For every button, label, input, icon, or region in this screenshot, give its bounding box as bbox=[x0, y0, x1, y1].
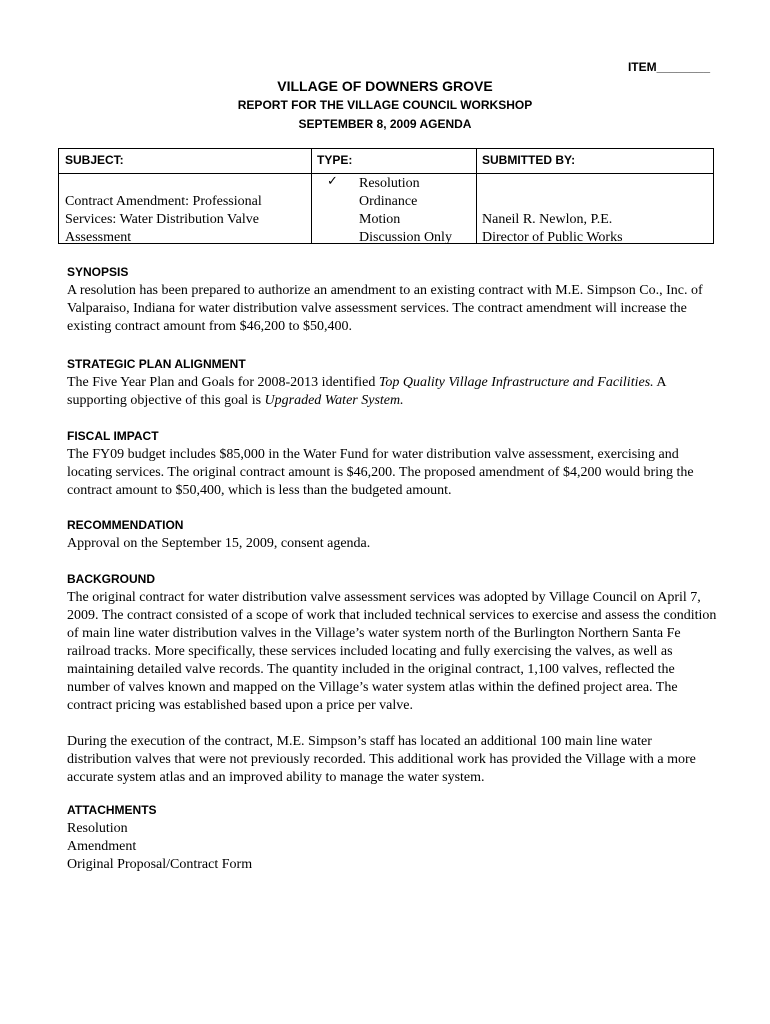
document-title: VILLAGE OF DOWNERS GROVE bbox=[277, 78, 493, 94]
type-column bbox=[311, 149, 477, 243]
attachments-list bbox=[67, 820, 717, 874]
background-para-1: The original contract for water distribution valve assessment services was adopted by Village Council on April 7, 2009. The contract consisted of a scope of work that included technical services to exercise and assess the condition of main line water distribution valves in the Village’s water system north of the Burlington Northern Santa Fe railroad tracks. More specifically, these services included locating and fully exercising the valves, as well as maintaining detailed valve records. The quantity included in the original contract, 1,100 valves, reflected the number of valves known and mapped on the Village’s water system atlas within the defined project area. The contract pricing was established based upon a price per valve. bbox=[67, 590, 717, 713]
fiscal-heading: FISCAL IMPACT bbox=[67, 429, 159, 443]
type-options bbox=[359, 175, 452, 247]
synopsis-section bbox=[67, 264, 717, 336]
strategic-text: The Five Year Plan and Goals for 2008-2013 identified Top Quality Village Infrastructure and Facilities. A supporting objective of this goal is Upgraded Water System. bbox=[67, 375, 666, 408]
fiscal-text: The FY09 budget includes $85,000 in the Water Fund for water distribution valve assessment, exercising and locating services. The original contract amount is $46,200. The proposed amendment of $4,200 would bring the contract amount to $50,400, which is less than the budgeted amount. bbox=[67, 447, 694, 498]
attachments-section bbox=[67, 802, 717, 874]
type-motion: Motion bbox=[359, 212, 401, 227]
fiscal-section bbox=[67, 428, 717, 500]
item-number-line: ITEM________ bbox=[627, 60, 710, 74]
list-item: Original Proposal/Contract Form bbox=[67, 857, 253, 872]
synopsis-heading: SYNOPSIS bbox=[67, 265, 129, 279]
recommendation-heading: RECOMMENDATION bbox=[67, 518, 184, 532]
report-subtitle: REPORT FOR THE VILLAGE COUNCIL WORKSHOP bbox=[237, 98, 533, 112]
submitted-header: SUBMITTED BY: bbox=[482, 153, 576, 167]
recommendation-text: Approval on the September 15, 2009, consent agenda. bbox=[67, 536, 371, 551]
recommendation-section bbox=[67, 517, 717, 553]
agenda-date: SEPTEMBER 8, 2009 AGENDA bbox=[298, 117, 472, 131]
list-item: Amendment bbox=[67, 839, 137, 854]
subject-column bbox=[59, 149, 312, 243]
submitted-column bbox=[476, 149, 713, 243]
submitted-value: Naneil R. Newlon, P.E. Director of Public Works bbox=[482, 212, 623, 245]
synopsis-text: A resolution has been prepared to authorize an amendment to an existing contract with M.E. Simpson Co., Inc. of Valparaiso, Indiana for water distribution valve assessment services. The contract amendment will increase the existing contract amount from $46,200 to $50,400. bbox=[67, 283, 703, 334]
type-resolution: Resolution bbox=[359, 176, 420, 191]
attachments-heading: ATTACHMENTS bbox=[67, 803, 157, 817]
strategic-heading: STRATEGIC PLAN ALIGNMENT bbox=[67, 357, 246, 371]
strategic-section bbox=[67, 356, 717, 410]
type-discussion-only: Discussion Only bbox=[359, 230, 452, 245]
list-item: Resolution bbox=[67, 821, 128, 836]
type-ordinance: Ordinance bbox=[359, 194, 418, 209]
type-header: TYPE: bbox=[317, 153, 353, 167]
subject-header: SUBJECT: bbox=[65, 153, 124, 167]
background-section bbox=[67, 571, 717, 787]
background-heading: BACKGROUND bbox=[67, 572, 155, 586]
subject-value: Contract Amendment: Professional Services: Water Distribution Valve Assessment bbox=[65, 194, 262, 245]
background-para-2: During the execution of the contract, M.E. Simpson’s staff has located an additional 100 main line water distribution valves that were not previously recorded. This additional work has provided the Village with a more accurate system atlas and an improved ability to manage the water system. bbox=[67, 734, 696, 785]
checkmark-icon: ✓ bbox=[327, 174, 338, 189]
report-meta-table bbox=[58, 148, 714, 244]
